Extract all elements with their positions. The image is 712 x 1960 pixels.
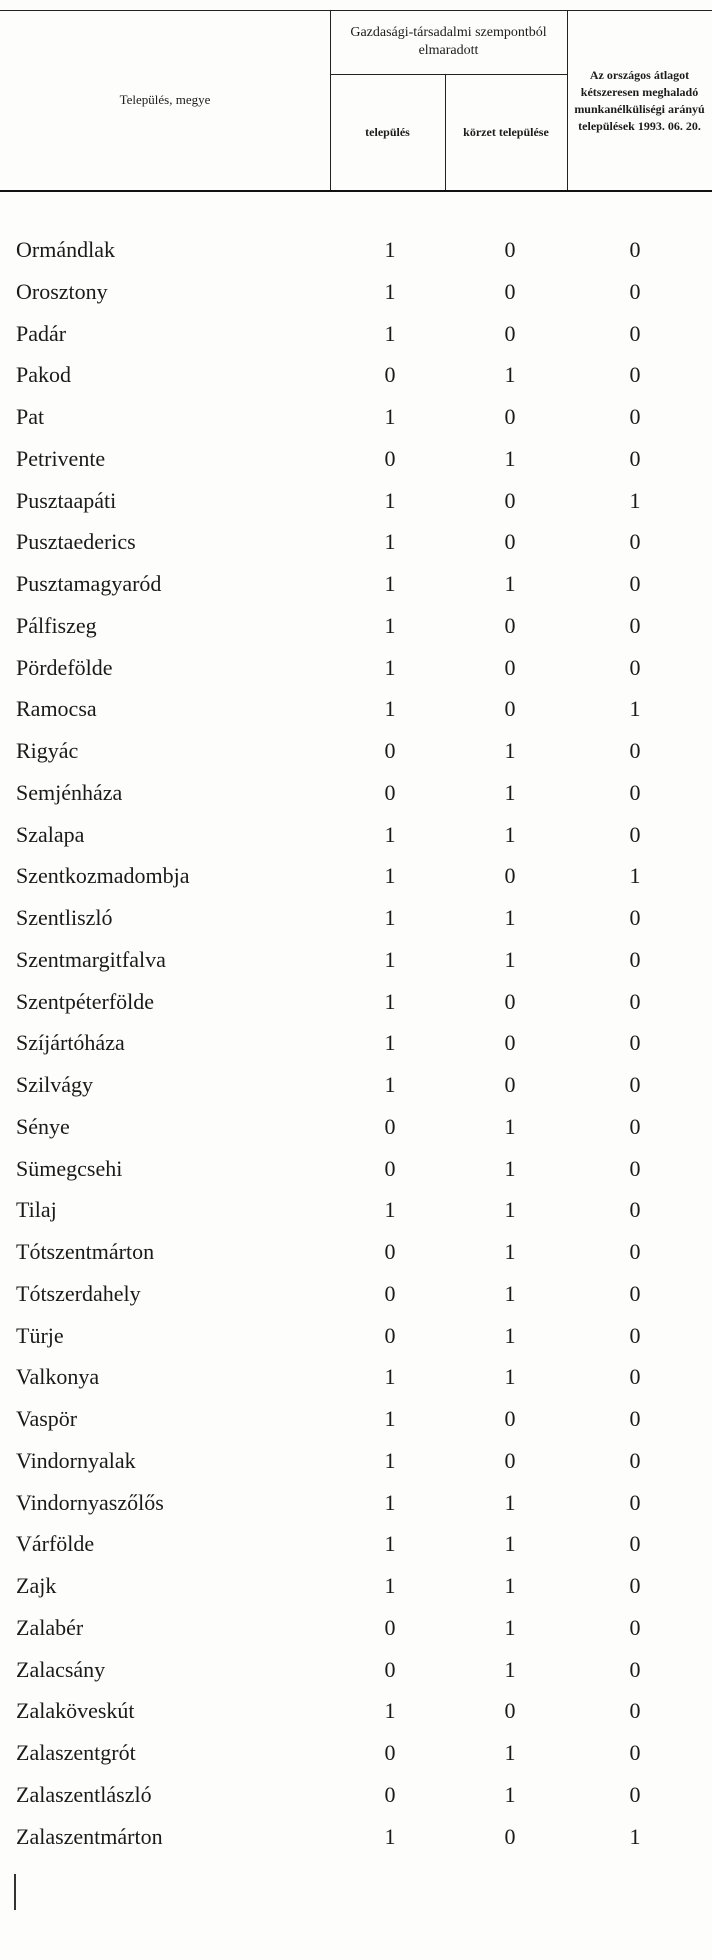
settlement-name: Szentliszló [16, 905, 113, 930]
column-header-telepules: település [365, 125, 410, 139]
munkanelkuli-value: 0 [629, 1614, 641, 1640]
telepules-value: 1 [384, 612, 396, 638]
settlement-name: Várfölde [16, 1531, 95, 1557]
telepules-value: 1 [384, 529, 396, 555]
korzet-value: 0 [504, 404, 516, 429]
telepules-value: 1 [384, 654, 396, 680]
header-divider-2 [445, 74, 446, 190]
korzet-value: 0 [504, 487, 516, 513]
korzet-value: 1 [504, 1280, 516, 1306]
margin-bar [14, 1874, 16, 1910]
korzet-value: 1 [504, 1531, 516, 1557]
settlement-name: Türje [16, 1322, 64, 1348]
telepules-value: 1 [384, 696, 396, 722]
settlement-name: Pusztamagyaród [16, 571, 162, 596]
korzet-value: 1 [504, 1113, 516, 1139]
telepules-value: 0 [384, 1740, 396, 1765]
table-row [0, 1690, 712, 1732]
munkanelkuli-value: 0 [629, 1740, 641, 1765]
table-row [0, 981, 712, 1023]
settlement-name: Zalaköveskút [16, 1698, 135, 1724]
table-row [0, 730, 712, 772]
table-row [0, 313, 712, 355]
settlement-name: Szentkozmadombja [16, 863, 190, 889]
korzet-value: 0 [504, 1030, 516, 1056]
munkanelkuli-value: 0 [629, 988, 641, 1014]
munkanelkuli-value: 0 [629, 821, 641, 847]
settlement-name: Zalabér [16, 1614, 84, 1640]
settlement-name: Orosztony [16, 278, 108, 304]
telepules-value: 1 [384, 1447, 396, 1473]
korzet-value: 0 [504, 278, 516, 304]
settlement-name: Semjénháza [16, 779, 123, 805]
munkanelkuli-value: 0 [629, 1113, 641, 1139]
korzet-value: 0 [504, 988, 516, 1014]
munkanelkuli-value: 0 [629, 1197, 641, 1223]
telepules-value: 1 [384, 1489, 396, 1515]
korzet-value: 0 [504, 529, 516, 555]
table-row [0, 1022, 712, 1064]
korzet-value: 0 [504, 654, 516, 680]
table-row [0, 1816, 712, 1858]
munkanelkuli-value: 0 [629, 1489, 641, 1515]
munkanelkuli-value: 1 [629, 863, 641, 889]
korzet-value: 0 [504, 1072, 516, 1097]
korzet-value: 1 [504, 1155, 516, 1181]
table-row [0, 1565, 712, 1607]
settlement-name: Ramocsa [16, 696, 97, 722]
munkanelkuli-value: 0 [629, 1531, 641, 1557]
settlement-name: Szalapa [16, 821, 85, 847]
settlement-name: Petrivente [16, 445, 106, 471]
munkanelkuli-value: 0 [629, 654, 641, 680]
telepules-value: 1 [384, 320, 396, 346]
settlement-name: Ormándlak [16, 237, 115, 262]
telepules-value: 1 [384, 571, 396, 596]
telepules-value: 1 [384, 1030, 396, 1056]
korzet-value: 1 [504, 1489, 516, 1515]
settlement-name: Padár [16, 320, 67, 346]
table-row [0, 814, 712, 856]
telepules-value: 1 [384, 1072, 396, 1097]
table-row [0, 480, 712, 522]
korzet-value: 1 [504, 1573, 516, 1598]
munkanelkuli-value: 0 [629, 1781, 641, 1807]
settlement-name: Zalacsány [16, 1656, 106, 1682]
table-row [0, 1315, 712, 1357]
table-row [0, 1398, 712, 1440]
korzet-value: 0 [504, 1823, 516, 1849]
korzet-value: 1 [504, 905, 516, 930]
settlement-name: Pusztaapáti [16, 487, 117, 513]
munkanelkuli-value: 0 [629, 1322, 641, 1348]
telepules-value: 1 [384, 821, 396, 847]
munkanelkuli-value: 0 [629, 1280, 641, 1306]
korzet-value: 1 [504, 1239, 516, 1264]
telepules-value: 1 [384, 863, 396, 889]
table-row [0, 1231, 712, 1273]
table-row [0, 521, 712, 563]
korzet-value: 1 [504, 362, 516, 388]
telepules-value: 1 [384, 1197, 396, 1223]
telepules-value: 0 [384, 1322, 396, 1348]
munkanelkuli-value: 0 [629, 1447, 641, 1473]
table-row [0, 1064, 712, 1106]
telepules-value: 0 [384, 1781, 396, 1807]
table-header [0, 0, 712, 192]
telepules-value: 1 [384, 237, 396, 262]
telepules-value: 1 [384, 1364, 396, 1390]
table-row [0, 1106, 712, 1148]
settlement-name: Zalaszentmárton [16, 1823, 163, 1849]
settlement-name: Pakod [16, 362, 71, 388]
munkanelkuli-value: 1 [629, 1823, 641, 1849]
table-row [0, 1523, 712, 1565]
telepules-value: 0 [384, 1113, 396, 1139]
munkanelkuli-value: 0 [629, 1406, 641, 1431]
settlement-name: Pat [16, 404, 45, 429]
munkanelkuli-value: 0 [629, 779, 641, 805]
telepules-value: 0 [384, 1239, 396, 1264]
korzet-value: 0 [504, 612, 516, 638]
settlement-name: Szentpéterfölde [16, 988, 155, 1014]
table-row [0, 1607, 712, 1649]
table-row [0, 897, 712, 939]
munkanelkuli-value: 0 [629, 278, 641, 304]
korzet-value: 0 [504, 1698, 516, 1724]
settlement-name: Pusztaederics [16, 529, 136, 555]
settlement-name: Vindornyaszőlős [16, 1489, 164, 1515]
table-row [0, 605, 712, 647]
settlement-name: Zalaszentlászló [16, 1781, 152, 1807]
munkanelkuli-value: 0 [629, 1030, 641, 1056]
table-row [0, 229, 712, 271]
munkanelkuli-value: 1 [629, 696, 641, 722]
korzet-value: 0 [504, 696, 516, 722]
telepules-value: 1 [384, 905, 396, 930]
munkanelkuli-value: 0 [629, 1573, 641, 1598]
table-row [0, 1148, 712, 1190]
table-row [0, 1356, 712, 1398]
telepules-value: 1 [384, 1698, 396, 1724]
korzet-value: 1 [504, 571, 516, 596]
korzet-value: 1 [504, 738, 516, 763]
munkanelkuli-value: 0 [629, 905, 641, 930]
column-header-korzet: körzet települése [463, 125, 549, 139]
munkanelkuli-value: 0 [629, 1155, 641, 1181]
telepules-value: 0 [384, 362, 396, 388]
settlement-name: Pördefölde [16, 654, 113, 680]
table-row [0, 939, 712, 981]
telepules-value: 0 [384, 738, 396, 763]
telepules-value: 0 [384, 445, 396, 471]
settlement-name: Tótszentmárton [16, 1239, 155, 1264]
korzet-value: 1 [504, 1322, 516, 1348]
settlement-name: Tótszerdahely [16, 1280, 141, 1306]
settlement-name: Sénye [16, 1113, 70, 1139]
table-row [0, 1273, 712, 1315]
table-row [0, 1649, 712, 1691]
settlement-name: Valkonya [16, 1364, 100, 1390]
munkanelkuli-value: 0 [629, 571, 641, 596]
munkanelkuli-value: 0 [629, 320, 641, 346]
settlement-name: Vaspör [16, 1406, 78, 1431]
munkanelkuli-value: 0 [629, 529, 641, 555]
settlement-name: Pálfiszeg [16, 612, 97, 638]
telepules-value: 1 [384, 1406, 396, 1431]
korzet-value: 1 [504, 821, 516, 847]
table-row [0, 688, 712, 730]
column-header-munkanelkuli: Az országos átlagot kétszeresen meghaladó munkanélküliségi arányú települések 1993. 06. 20. [574, 68, 705, 133]
korzet-value: 0 [504, 320, 516, 346]
settlement-name: Tilaj [16, 1197, 57, 1223]
table-row [0, 647, 712, 689]
settlement-name: Vindornyalak [16, 1447, 136, 1473]
munkanelkuli-value: 0 [629, 404, 641, 429]
telepules-value: 0 [384, 1155, 396, 1181]
korzet-value: 1 [504, 1364, 516, 1390]
telepules-value: 0 [384, 779, 396, 805]
korzet-value: 0 [504, 863, 516, 889]
table-row [0, 271, 712, 313]
munkanelkuli-value: 0 [629, 237, 641, 262]
munkanelkuli-value: 0 [629, 1698, 641, 1724]
korzet-value: 1 [504, 1781, 516, 1807]
table-row [0, 563, 712, 605]
korzet-value: 1 [504, 1740, 516, 1765]
settlement-name: Sümegcsehi [16, 1155, 123, 1181]
korzet-value: 1 [504, 1656, 516, 1682]
munkanelkuli-value: 1 [629, 487, 641, 513]
column-group-header: Gazdasági-társadalmi szempontból elmaradott [350, 25, 547, 58]
table-row [0, 1732, 712, 1774]
munkanelkuli-value: 0 [629, 1656, 641, 1682]
korzet-value: 1 [504, 1197, 516, 1223]
korzet-value: 0 [504, 237, 516, 262]
table-row [0, 396, 712, 438]
munkanelkuli-value: 0 [629, 946, 641, 972]
table-row [0, 855, 712, 897]
telepules-value: 0 [384, 1614, 396, 1640]
telepules-value: 1 [384, 404, 396, 429]
settlement-name: Zalaszentgrót [16, 1740, 136, 1765]
korzet-value: 1 [504, 1614, 516, 1640]
telepules-value: 1 [384, 988, 396, 1014]
telepules-value: 0 [384, 1656, 396, 1682]
munkanelkuli-value: 0 [629, 1364, 641, 1390]
header-divider-3 [567, 10, 568, 190]
munkanelkuli-value: 0 [629, 738, 641, 763]
korzet-value: 1 [504, 946, 516, 972]
settlement-name: Szentmargitfalva [16, 946, 166, 972]
munkanelkuli-value: 0 [629, 362, 641, 388]
munkanelkuli-value: 0 [629, 1072, 641, 1097]
munkanelkuli-value: 0 [629, 445, 641, 471]
telepules-value: 1 [384, 487, 396, 513]
table-row [0, 354, 712, 396]
korzet-value: 1 [504, 445, 516, 471]
telepules-value: 1 [384, 946, 396, 972]
settlement-name: Szíjártóháza [16, 1030, 125, 1056]
table-row [0, 1189, 712, 1231]
table-row [0, 1440, 712, 1482]
table-body [0, 229, 712, 1857]
telepules-value: 1 [384, 1823, 396, 1849]
settlement-name: Rigyác [16, 738, 79, 763]
korzet-value: 0 [504, 1447, 516, 1473]
telepules-value: 1 [384, 1531, 396, 1557]
settlement-name: Szilvágy [16, 1072, 93, 1097]
telepules-value: 1 [384, 278, 396, 304]
korzet-value: 1 [504, 779, 516, 805]
table-row [0, 772, 712, 814]
table-row [0, 438, 712, 480]
settlement-name: Zajk [16, 1573, 57, 1598]
korzet-value: 0 [504, 1406, 516, 1431]
table-row [0, 1482, 712, 1524]
telepules-value: 1 [384, 1573, 396, 1598]
munkanelkuli-value: 0 [629, 1239, 641, 1264]
telepules-value: 0 [384, 1280, 396, 1306]
column-header-name: Település, megye [119, 92, 211, 107]
table-row [0, 1774, 712, 1816]
munkanelkuli-value: 0 [629, 612, 641, 638]
